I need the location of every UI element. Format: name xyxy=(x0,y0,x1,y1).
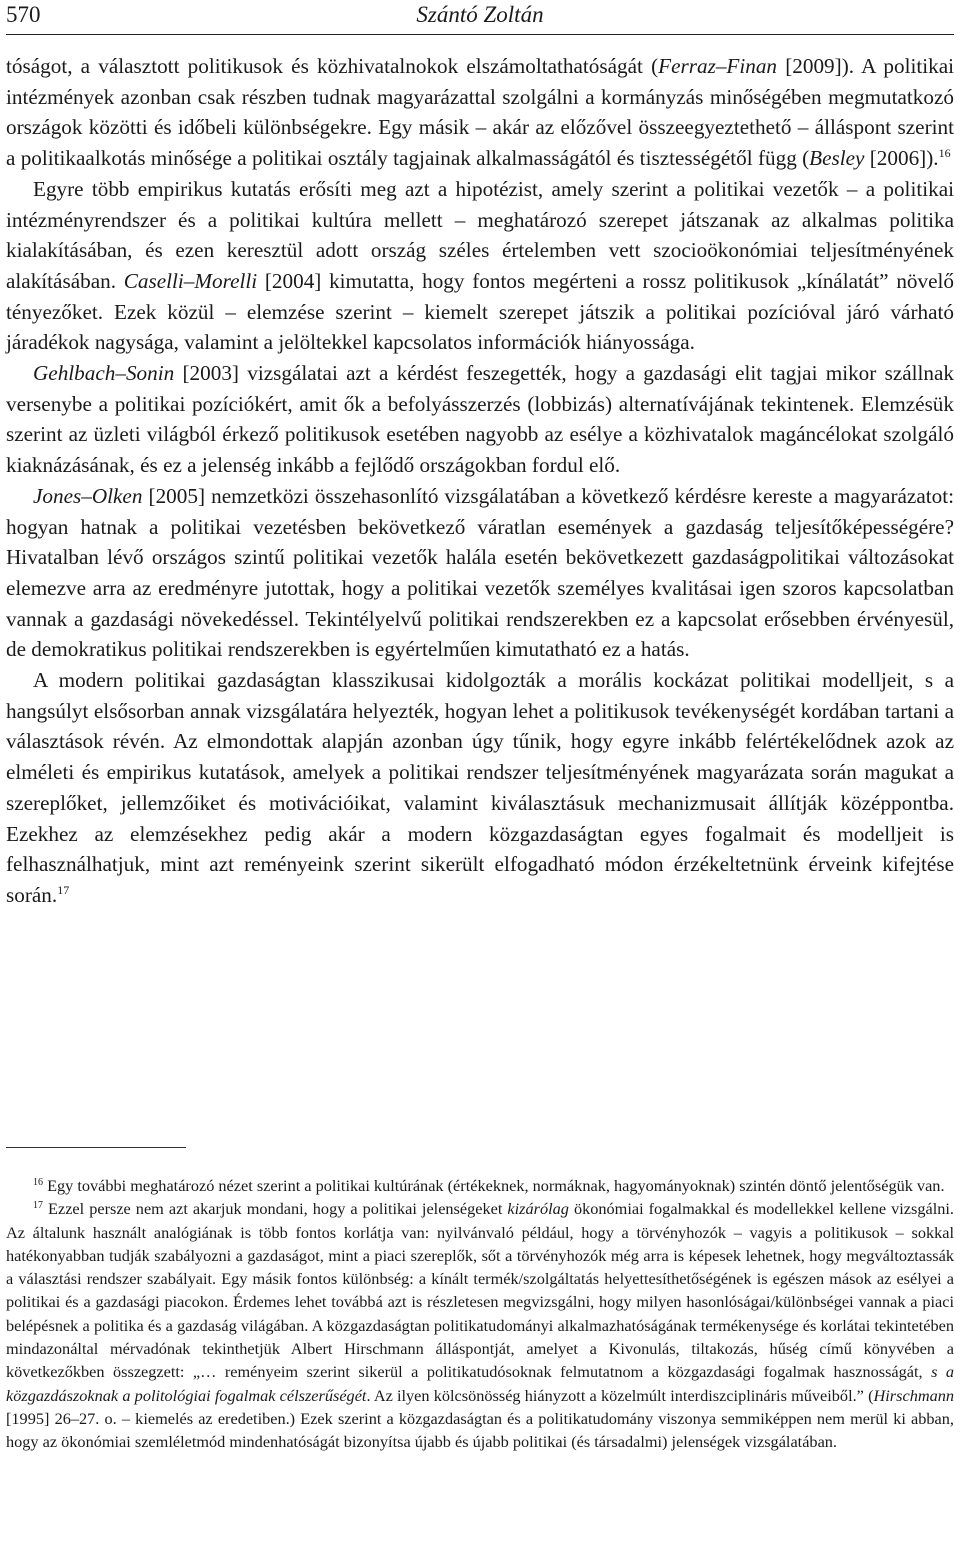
citation-author: Hirschmann xyxy=(873,1385,955,1405)
citation-author: Caselli–Morelli xyxy=(123,268,258,293)
footnote-text: . Az ilyen kölcsönösség hiányzott a közelmúlt interdiszciplináris műveiből.” ( xyxy=(366,1385,874,1405)
emphasis: s a közgazdászoknak a politológiai fogalmak célszerűségét xyxy=(6,1362,954,1405)
footnote-ref[interactable]: 17 xyxy=(57,882,70,897)
text-run: A modern politikai gazdaságtan klasszikusai kidolgozták a morális kockázat politikai modelljeit, s a hangsúlyt elsősorban annak vizsgálatára helyezték, hogyan lehet a politikusok tevékenységét kordában tartani a választások révén. Az elmondottak alapján azonban úgy tűnik, hogy egyre inkább felértékelődnek azok az elméleti és empirikus kutatások, amelyek a politikai rendszer teljesítményének magyarázata során magukat a szereplőket, jellemzőiket és motivációikat, valamint kiválasztásuk mechanizmusait állítják középpontba. Ezekhez az elemzésekhez pedig akár a modern közgazdaságtan egyes fogalmait és modelljeit is felhasználhatjuk, mint azt reményeink szerint sikerült elfogadható módon érzékeltetnünk érveink kifejtése során. xyxy=(6,668,954,907)
running-author: Szántó Zoltán xyxy=(416,2,544,27)
header-rule xyxy=(6,34,954,35)
text-run: Egyre több empirikus kutatás erősíti meg azt a hipotézist, amely szerint a politikai vezetők – a politikai intézményrendszer és a politikai kultúra mellett – meghatározó szerepet játszanak az alkalmas politika kialakításában, és ezen keresztül adott ország széles értelemben vett szocioökonómiai teljesítményének alakításában. xyxy=(6,176,954,293)
paragraph-1 xyxy=(6,51,954,174)
text-run: [2004] kimutatta, hogy fontos megérteni a rossz politikusok „kínálatát” növelő tényezőket. Ezek közül – elemzése szerint – kiemelt szerepet játszik a politikai pozícióval járó várható járadékok nagysága, valamint a jelöltekkel kapcsolatos információk hiányossága. xyxy=(6,268,954,355)
footnote-ref[interactable]: 16 xyxy=(938,146,951,161)
footnote-text: [1995] 26–27. o. – kiemelés az eredetiben.) Ezek szerint a közgazdaságtan és a politikatudomány viszonya semmiképpen nem merül ki abban, hogy az ökonómiai szemléletmód mindenhatóságát bizonyítsa újabb és újabb politikai (és társadalmi) jelenségek vizsgálatában. xyxy=(6,1408,954,1452)
text-run: [2009]). A politikai intézmények azonban csak részben tudnak magyarázattal szolgálni a kormányzás minőségében megmutatkozó országok közötti és időbeli különbségekre. Egy másik – akár az előzővel összeegyeztethető – álláspont szerint a politikaalkotás minősége a politikai osztály tagjainak alkalmasságától és tisztességétől függ ( xyxy=(6,54,954,171)
emphasis: kizárólag xyxy=(507,1199,569,1219)
footnote-text: Egy további meghatározó nézet szerint a politikai kultúrának (értékeknek, normáknak, hagyományoknak) szintén döntő jelentőségük van. xyxy=(43,1176,945,1195)
citation-author: Besley xyxy=(809,146,865,171)
paragraph-2 xyxy=(6,174,954,358)
paragraph-4 xyxy=(6,481,954,665)
footnote-number: 17 xyxy=(33,1200,43,1212)
footnote-text: Ezzel persze nem azt akarjuk mondani, hogy a politikai jelenségeket xyxy=(43,1199,508,1219)
citation-author: Gehlbach–Sonin xyxy=(33,361,175,386)
footnote-16 xyxy=(6,1174,954,1197)
footnotes xyxy=(6,1174,954,1454)
body-text xyxy=(6,51,954,911)
page-number: 570 xyxy=(6,2,41,27)
text-run: tóságot, a választott politikusok és közhivatalnokok elszámoltathatóságát ( xyxy=(6,54,659,78)
footnote-number: 16 xyxy=(33,1177,43,1188)
running-header xyxy=(6,0,954,32)
text-run: [2006]). xyxy=(864,146,939,171)
footnote-17 xyxy=(6,1197,954,1453)
paragraph-3 xyxy=(6,358,954,481)
text-run: [2003] vizsgálatai azt a kérdést feszegették, hogy a gazdasági elit tagjai mikor szállnak versenybe a politikai pozíciókért, amit ők a befolyásszerzés (lobbizás) alternatívájának tekintenek. Elemzésük szerint az üzleti világból érkező politikusok esetében nagyobb az esélye a közhivatalok magáncélokat szolgáló kiaknázásának, és ez a jelenség inkább a fejlődő országokban fordul elő. xyxy=(6,361,954,478)
citation-author: Jones–Olken xyxy=(33,483,143,508)
paragraph-5 xyxy=(6,665,954,911)
footnote-rule xyxy=(6,1147,186,1148)
citation-author: Ferraz–Finan xyxy=(658,54,778,78)
footnote-text: ökonómiai fogalmakkal és modellekkel kellene vizsgálni. Az általunk használt analógiának is több fontos korlátja van: nyilvánvaló például, hogy a törvényhozók – vagyis a politikusok – sokkal hatékonyabban tudják szabályozni a gazdaságot, mint a piaci szereplők, sőt a törvényhozók még arra is képesek lehetnek, hogy megváltoztassák a választási rendszer szabályait. Egy másik fontos különbség: a kínált termék/szolgáltatás helyettesíthetőségének is egészen mások az esélyei a politikai és a gazdasági piacokon. Érdemes lehet továbbá azt is részletesen megvizsgálni, hogy milyen hasonlóságai/különbségei vannak a piaci belépésnek a politika és a gazdaság világában. A közgazdaságtan politikatudományi alkalmazhatóságának termékenysége és korlátai tekintetében mindazonáltal mérvadónak tekinthetjük Albert Hirschmann álláspontját, amelyet a Kivonulás, tiltakozás, hűség című könyvében a következőkben összegzett: „… reményeim szerint sikerül a politikatudósoknak felmutatnom a közgazdasági fogalmak hasznosságát, xyxy=(6,1199,954,1382)
text-run: [2005] nemzetközi összehasonlító vizsgálatában a következő kérdésre kereste a magyarázatot: hogyan hatnak a politikai vezetésben bekövetkező váratlan események a gazdaság teljesítőképességére? Hivatalban lévő országos szintű politikai vezetők halála esetén bekövetkezett gazdaságpolitikai változásokat elemezve arra az eredményre jutottak, hogy a politikai vezetők személyes kvalitásai igen szoros kapcsolatban vannak a gazdasági növekedéssel. Tekintélyelvű politikai rendszerekben ez a kapcsolat erősebben érvényesül, de demokratikus politikai rendszerekben is egyértelműen kimutatható ez a hatás. xyxy=(6,483,954,662)
